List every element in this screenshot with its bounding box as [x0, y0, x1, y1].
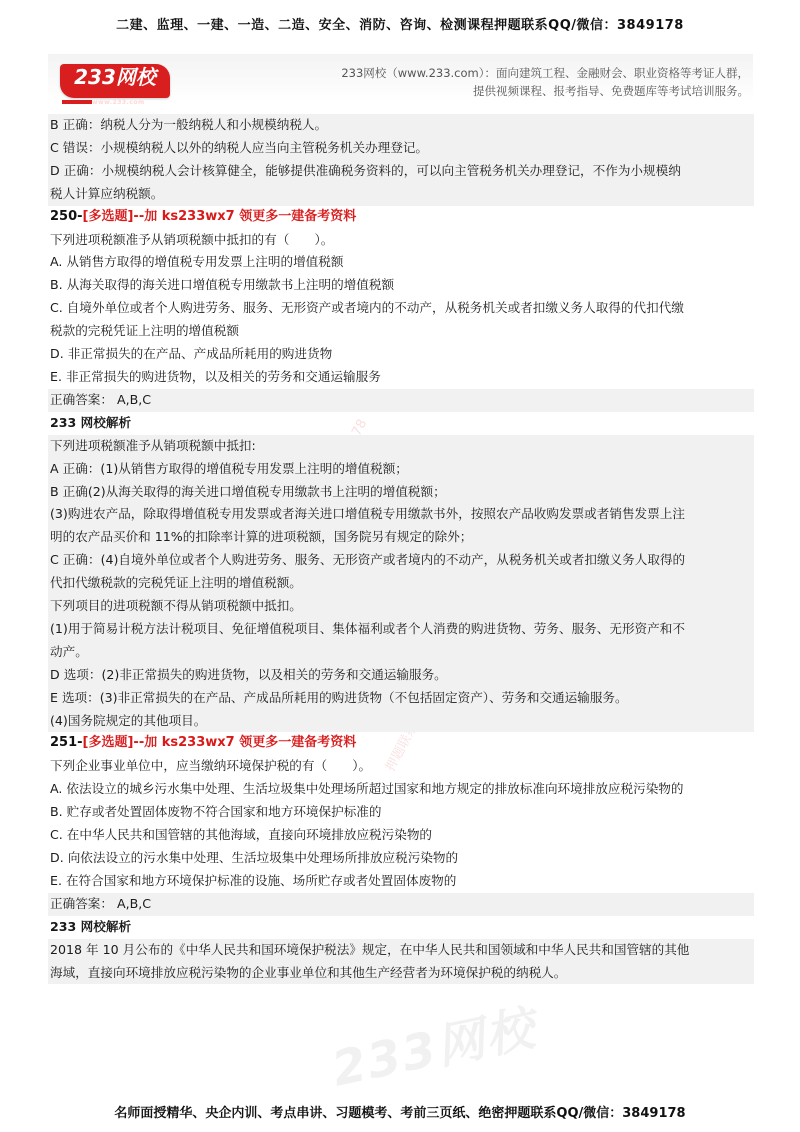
header-desc-line-1: 233网校（www.233.com）：面向建筑工程、金融财会、职业资格等考证人群，: [341, 66, 749, 80]
prev-line-c: C 错误：小规模纳税人以外的纳税人应当向主管税务机关办理登记。: [50, 139, 429, 155]
logo-url-text: www.233.com: [92, 99, 145, 106]
question-250-option: A. 从销售方取得的增值税专用发票上注明的增值税额: [50, 254, 344, 270]
analysis-line: 代扣代缴税款的完税凭证上注明的增值税额。: [50, 575, 302, 591]
document-body: [48, 114, 754, 984]
prev-line-b: B 正确：纳税人分为一般纳税人和小规模纳税人。: [50, 117, 328, 132]
question-250-stem: 下列进项税额准予从销项税额中抵扣的有（ ）。: [50, 231, 334, 247]
header-description: [249, 64, 749, 100]
watermark-logo: 233网校: [327, 1000, 541, 1098]
question-251-number: 251-: [50, 735, 83, 751]
question-250-answer: 正确答案： A,B,C: [48, 389, 754, 412]
question-250-number: 250-: [50, 208, 83, 224]
question-250-header: [48, 206, 754, 229]
prev-line-d2: 税人计算应纳税额。: [50, 185, 164, 201]
analysis-line: (4)国务院规定的其他项目。: [50, 712, 207, 728]
analysis-line: B 正确(2)从海关取得的海关进口增值税专用缴款书上注明的增值税额；: [50, 483, 446, 499]
question-251-analysis-title: 233 网校解析: [50, 918, 132, 934]
question-251-option: D. 向依法设立的污水集中处理、生活垃圾集中处理场所排放应税污染物的: [50, 850, 459, 865]
analysis-line: (1)用于简易计税方法计税项目、免征增值税项目、集体福利或者个人消费的购进货物、劳务、服务、无形资产和不: [50, 620, 685, 636]
page-header: [48, 54, 753, 110]
analysis-line: 2018 年 10 月公布的《中华人民共和国环境保护税法》规定，在中华人民共和国领域和中华人民共和国管辖的其他: [50, 941, 690, 957]
question-250-option: C. 自境外单位或者个人购进劳务、服务、无形资产或者境内的不动产，从税务机关或者扣缴义务人取得的代扣代缴: [50, 300, 684, 316]
question-250-option: 税款的完税凭证上注明的增值税额: [50, 323, 239, 339]
analysis-line: C 正确：(4)自境外单位或者个人购进劳务、服务、无形资产或者境内的不动产，从税务机关或者扣缴义务人取得的: [50, 552, 686, 568]
question-250-option: B. 从海关取得的海关进口增值税专用缴款书上注明的增值税额: [50, 277, 395, 293]
top-banner: 二建、监理、一建、一造、二造、安全、消防、咨询、检测课程押题联系QQ/微信：3849178: [116, 18, 684, 33]
question-250-tag: [多选题]--加 ks233wx7 领更多一建备考资料: [82, 208, 357, 224]
prev-line-d1: D 正确：小规模纳税人会计核算健全，能够提供准确税务资料的，可以向主管税务机关办理登记，不作为小规模纳: [50, 162, 681, 178]
analysis-line: D 选项：(2)非正常损失的购进货物，以及相关的劳务和交通运输服务。: [50, 666, 447, 682]
question-251-option: B. 贮存或者处置固体废物不符合国家和地方环境保护标准的: [50, 804, 382, 820]
question-251-option: C. 在中华人民共和国管辖的其他海域，直接向环境排放应税污染物的: [50, 827, 433, 843]
question-250-analysis: [48, 435, 754, 733]
question-250-analysis-title: 233 网校解析: [50, 414, 132, 430]
prev-analysis-block: [48, 114, 754, 206]
analysis-line: (3)购进农产品，除取得增值税专用发票或者海关进口增值税专用缴款书外，按照农产品收购发票或者销售发票上注: [50, 506, 685, 522]
analysis-line: 下列进项税额准予从销项税额中抵扣:: [50, 437, 256, 453]
header-desc-line-2: 提供视频课程、报考指导、免费题库等考试培训服务。: [473, 84, 749, 98]
analysis-line: 动产。: [50, 643, 88, 659]
analysis-line: 海域，直接向环境排放应税污染物的企业事业单位和其他生产经营者为环境保护税的纳税人。: [50, 964, 567, 980]
question-251-analysis: [48, 939, 754, 985]
logo-text: 233网校: [74, 65, 156, 89]
analysis-line: 下列项目的进项税额不得从销项税额中抵扣。: [50, 598, 302, 614]
question-251-option: A. 依法设立的城乡污水集中处理、生活垃圾集中处理场所超过国家和地方规定的排放标准向环境排放应税污染物的: [50, 781, 684, 797]
logo-underline: [62, 100, 92, 104]
question-251-answer: 正确答案： A,B,C: [48, 893, 754, 916]
question-250-option: E. 非正常损失的购进货物，以及相关的劳务和交通运输服务: [50, 368, 381, 384]
question-251-header: [48, 732, 754, 755]
analysis-line: A 正确：(1)从销售方取得的增值税专用发票上注明的增值税额；: [50, 460, 408, 476]
question-251-stem: 下列企业事业单位中，应当缴纳环境保护税的有（ ）。: [50, 758, 372, 774]
question-251-tag: [多选题]--加 ks233wx7 领更多一建备考资料: [82, 735, 357, 751]
question-250-option: D. 非正常损失的在产品、产成品所耗用的购进货物: [50, 346, 333, 362]
analysis-line: 明的农产品买价和 11%的扣除率计算的进项税额，国务院另有规定的除外；: [50, 529, 473, 545]
logo: [60, 64, 170, 106]
analysis-line: E 选项：(3)非正常损失的在产品、产成品所耗用的购进货物（不包括固定资产）、劳务和交通运输服务。: [50, 689, 628, 705]
question-251-option: E. 在符合国家和地方环境保护标准的设施、场所贮存或者处置固体废物的: [50, 872, 457, 888]
bottom-banner: 名师面授精华、央企内训、考点串讲、习题模考、考前三页纸、绝密押题联系QQ/微信：3849178: [114, 1106, 686, 1121]
